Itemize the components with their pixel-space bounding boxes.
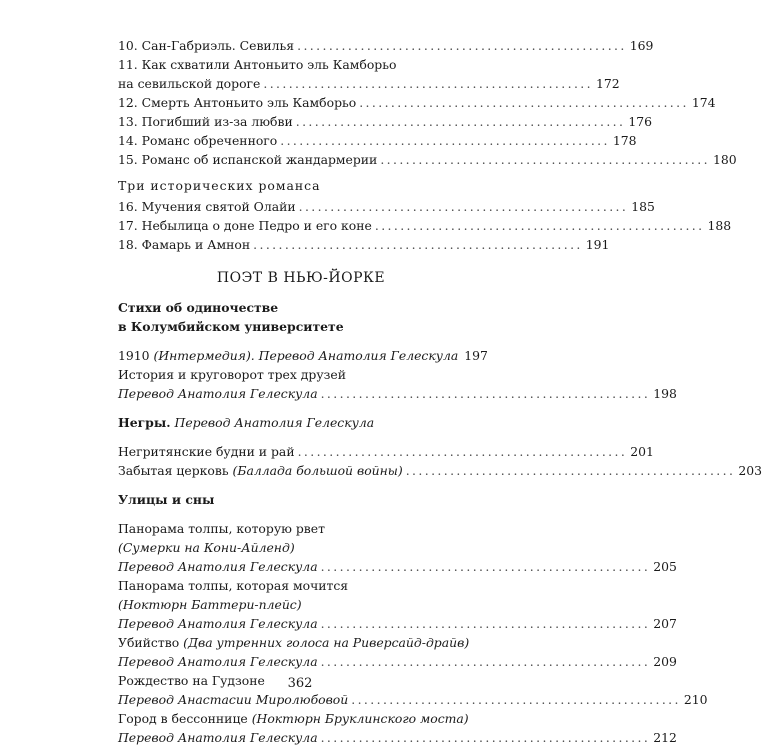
toc-entry: 13. Погибший из-за любви .................................................... 176 [118,114,652,129]
toc-entry-line1: Убийство (Два утренних голоса на Риверсайд-драйв) [118,635,470,650]
toc-entry: 1910 (Интермедия). Перевод Анатолия Гелескула 197 [118,348,488,363]
toc-entry: Перевод Анатолия Гелескула .................................................... 209 [118,654,677,669]
page-number: 362 [287,676,313,691]
toc-entry: Перевод Анатолия Гелескула .................................................... 198 [118,386,677,401]
toc-entry-line1: Рождество на Гудзоне [118,673,265,688]
toc-entry: Забытая церковь (Баллада большой войны) .................................................... 203 [118,463,762,478]
toc-entry-line2: (Ноктюрн Баттери-плейс) [118,597,302,612]
group-heading: Три исторических романса [118,178,321,193]
toc-entry: 12. Смерть Антоньито эль Камборьо .................................................... 174 [118,95,716,110]
toc-entry: на севильской дороге .................................................... 172 [118,76,620,91]
toc-entry: 15. Романс об испанской жандармерии .................................................... 180 [118,152,737,167]
toc-entry-line1: Панорама толпы, которая мочится [118,578,349,593]
section-title: Стихи об одиночестве [118,300,279,315]
toc-entry-line1: Панорама толпы, которую рвет [118,521,325,536]
section-title: Улицы и сны [118,492,215,507]
section-title: Негры. Перевод Анатолия Гелескула [118,415,375,430]
toc-entry: Перевод Анастасии Миролюбовой .................................................... 210 [118,692,708,707]
toc-entry-line2: (Сумерки на Кони-Айленд) [118,540,295,555]
toc-entry-line1: История и круговорот трех друзей [118,367,346,382]
table-of-contents [118,36,762,747]
toc-entry: 18. Фамарь и Амнон .................................................... 191 [118,237,610,252]
toc-entry-line1: 11. Как схватили Антоньито эль Камборьо [118,57,397,72]
toc-entry: Перевод Анатолия Гелескула .................................................... 207 [118,616,677,631]
part-title: ПОЭТ В НЬЮ-ЙОРКЕ [216,270,386,286]
section-title-line2: в Колумбийском университете [118,319,344,334]
toc-entry: 10. Сан-Габриэль. Севилья .................................................... 169 [118,38,654,53]
toc-entry: Негритянские будни и рай .................................................... 201 [118,444,654,459]
toc-entry: Перевод Анатолия Гелескула .................................................... 205 [118,559,677,574]
toc-entry: Перевод Анатолия Гелескула .................................................... 212 [118,730,677,745]
toc-entry-line1: Город в бессоннице (Ноктюрн Бруклинского моста) [118,711,469,726]
toc-entry: 14. Романс обреченного .................................................... 178 [118,133,637,148]
toc-entry: 16. Мучения святой Олайи .................................................... 185 [118,199,655,214]
toc-entry: 17. Небылица о доне Педро и его коне .................................................... 188 [118,218,732,233]
